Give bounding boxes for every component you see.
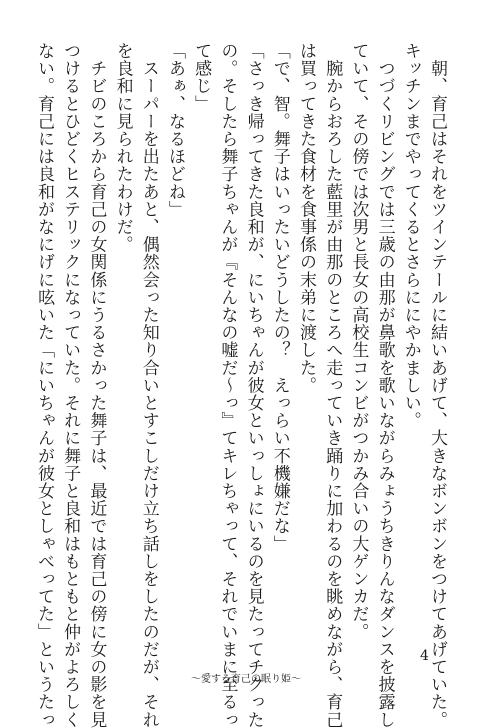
text-line: を良和に見られたわけだ。	[112, 42, 133, 254]
text-line: つけるとひどくヒステリックになっていた。それに舞子と良和はもともと仲がよろしく	[60, 42, 81, 728]
text-line: ていて、その傍では次男と長女の高校生コンビがつかみ合いの大ゲンカだ。	[348, 42, 369, 641]
footer-book-title: ～愛する育己の眠り姫～	[191, 674, 301, 685]
text-line: 腕からおろした藍里が由那のところへ走っていき踊りに加わるのを眺めながら、育己	[322, 42, 343, 728]
text-line: チビのころから育己の女関係にうるさかった舞子は、最近では育己の傍に女の影を見	[86, 42, 107, 728]
text-line: 「さっき帰ってきた良和が、にいちゃんが彼女といっしょにいるのを見たってチクった	[243, 42, 264, 728]
text-line: スーパーを出たあと、偶然会った知り合いとすこしだけ立ち話しをしたのだが、それ	[138, 42, 159, 728]
text-line: つづくリビングでは三歳の由那が鼻歌を歌いながらみょうちきりんなダンスを披露し	[374, 42, 395, 728]
text-line: は買ってきた食材を食事係の末弟に渡した。	[295, 42, 316, 394]
page-number: 4	[420, 648, 429, 664]
text-line: 「あぁ、なるほどね」	[164, 42, 185, 218]
text-line: て感じ」	[191, 42, 212, 113]
text-line: の。そしたら舞子ちゃんが『そんなの嘘だ～っ』てキレちゃって、それでいまに至るっ	[217, 42, 238, 728]
text-line: キッチンまでやってくるとさらににやかましい。	[400, 42, 421, 430]
text-line: 「で、智。舞子はいったいどうしたの？ えっらい不機嫌だな」	[269, 42, 290, 553]
text-line: 朝、育己はそれをツインテールに結いあげて、大きなボンボンをつけてあげていた。	[427, 42, 447, 728]
text-line: ない。育己には良和がなにげに呟いた「にいちゃんが彼女としゃべってた」というたっ	[33, 42, 54, 728]
